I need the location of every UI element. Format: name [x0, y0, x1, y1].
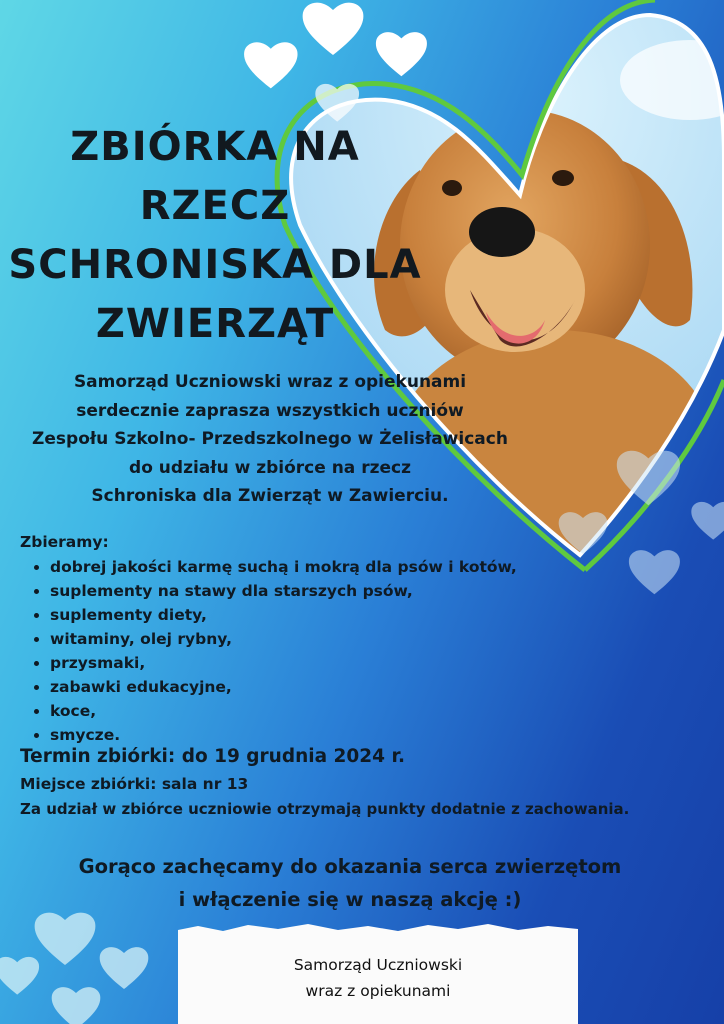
intro-line: serdecznie zaprasza wszystkich uczniów [76, 400, 464, 421]
closing-line: Gorąco zachęcamy do okazania serca zwierzętom [78, 855, 622, 878]
poster-title [0, 118, 430, 354]
heart-icon [376, 32, 427, 76]
deadline-text: Termin zbiórki: do 19 grudnia 2024 r. [20, 746, 405, 767]
list-item: • suplementy diety, [50, 603, 517, 627]
list-item: • zabawki edukacyjne, [50, 675, 517, 699]
intro-line: Schroniska dla Zwierząt w Zawierciu. [91, 486, 449, 506]
points-text: Za udział w zbiórce uczniowie otrzymają punkty dodatnie z zachowania. [20, 800, 630, 818]
collection-heading: Zbieramy: [20, 533, 109, 551]
invitation-paragraph [10, 368, 530, 511]
heart-icon [0, 957, 39, 995]
heart-icon [691, 502, 724, 540]
heart-icon [100, 947, 149, 989]
intro-line: Zespołu Szkolno- Przedszkolnego w Żelisławicach [32, 429, 508, 449]
heart-icon [52, 987, 101, 1024]
heart-icon [303, 3, 364, 55]
list-item: • smycze. [50, 723, 517, 747]
intro-line: do udziału w zbiórce na rzecz [129, 457, 411, 478]
signature [178, 952, 578, 1004]
place-text: Miejsce zbiórki: sala nr 13 [20, 775, 249, 793]
signature-line: wraz z opiekunami [305, 982, 451, 1000]
title-line: ZBIÓRKA NA RZECZ [70, 124, 360, 229]
list-item: • przysmaki, [50, 651, 517, 675]
heart-icon [629, 550, 680, 594]
signature-line: Samorząd Uczniowski [293, 956, 463, 974]
intro-line: Samorząd Uczniowski wraz z opiekunami [73, 372, 467, 392]
heart-icon [244, 42, 297, 88]
list-item: • koce, [50, 699, 517, 723]
title-line: ZWIERZĄT [95, 301, 335, 347]
heart-icon [559, 512, 608, 554]
closing-message [20, 850, 680, 916]
closing-line: i włączenie się w naszą akcję :) [178, 888, 522, 911]
list-item: • suplementy na stawy dla starszych psów, [50, 579, 517, 603]
list-item: • dobrej jakości karmę suchą i mokrą dla psów i kotów, [50, 555, 517, 579]
heart-icon [35, 913, 96, 965]
list-item: • witaminy, olej rybny, [50, 627, 517, 651]
collection-list [20, 555, 517, 747]
title-line: SCHRONISKA DLA [8, 242, 422, 288]
